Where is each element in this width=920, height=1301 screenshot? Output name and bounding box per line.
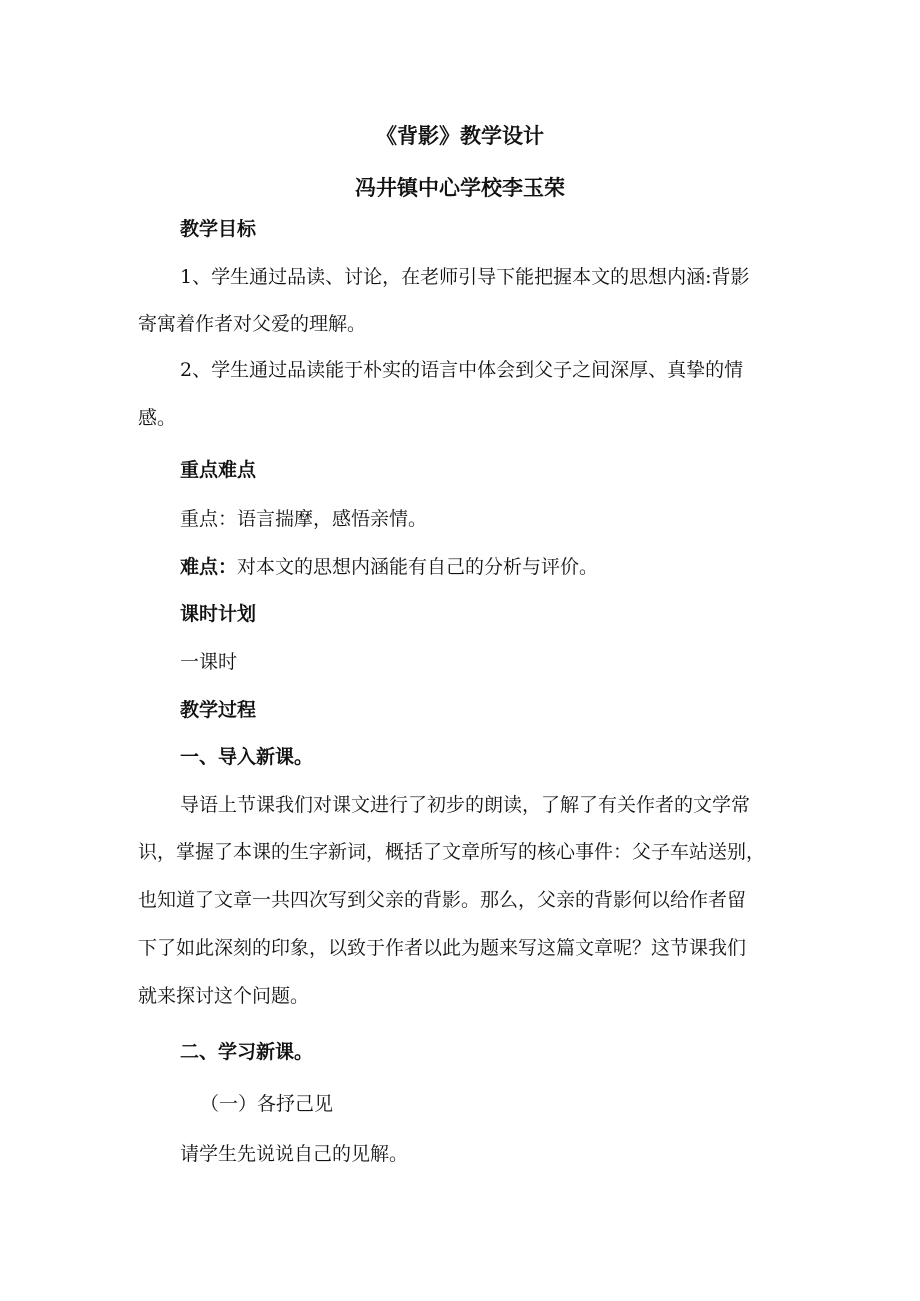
intro-line-1: 导语上节课我们对课文进行了初步的朗读，了解了有关作者的文学常 <box>180 794 751 816</box>
objective-2-line-2: 感。 <box>138 407 177 429</box>
objective-2-line-1: 2、学生通过品读能于朴实的语言中体会到父子之间深厚、真挚的情 <box>180 359 744 381</box>
heading-schedule: 课时计划 <box>180 603 257 625</box>
subsection-1-heading: （一）各抒己见 <box>200 1093 334 1115</box>
objective-1-line-2: 寄寓着作者对父爱的理解。 <box>138 313 367 335</box>
objective-1-line-1: 1、学生通过品读、讨论，在老师引导下能把握本文的思想内涵:背影 <box>180 266 750 288</box>
intro-line-5: 就来探讨这个问题。 <box>138 985 310 1007</box>
difficulty-line <box>180 555 832 579</box>
intro-line-3: 也知道了文章一共四次写到父亲的背影。那么，父亲的背影何以给作者留 <box>138 889 747 911</box>
document-title: 《背影》教学设计 <box>376 124 544 148</box>
schedule-text: 一课时 <box>180 651 238 673</box>
section-2-heading: 二、学习新课。 <box>180 1041 314 1063</box>
heading-key-points: 重点难点 <box>180 459 257 481</box>
heading-objectives: 教学目标 <box>180 218 257 240</box>
intro-line-2: 识，掌握了本课的生字新词，概括了文章所写的核心事件：父子车站送别， <box>138 841 766 863</box>
difficulty-label: 难点： <box>180 556 238 578</box>
document-author: 冯井镇中心学校李玉荣 <box>355 176 565 200</box>
key-point: 重点：语言揣摩，感悟亲情。 <box>180 508 428 530</box>
section-1-heading: 一、导入新课。 <box>180 746 314 768</box>
subsection-1-text: 请学生先说说自己的见解。 <box>180 1143 409 1165</box>
difficulty-text: 对本文的思想内涵能有自己的分析与评价。 <box>237 556 599 578</box>
intro-line-4: 下了如此深刻的印象，以致于作者以此为题来写这篇文章呢？这节课我们 <box>138 937 747 959</box>
heading-process: 教学过程 <box>180 699 257 721</box>
